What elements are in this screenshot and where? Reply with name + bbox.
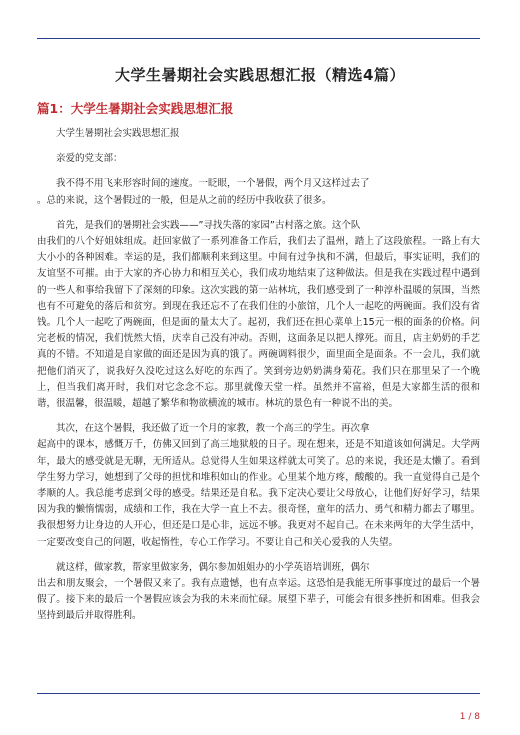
paragraph-2-body: 由我们的八个好姐妹组成。赶回家做了一系列准备工作后，我们去了温州，踏上了这段旅程。一路上有大大小小的各种困难。幸运的是，我们都顺利来到这里。中间有过争执和不满，但最后，事实证明，我们的友谊坚不可摧。由于大家的齐心协力和相互关心，我们成功地结束了这种做法。但是我在实践过程中遇到的一些人和事给我留下了深刻的印象。这次实践的第一站林坑，我们感受到了一种淳朴温暖的氛围，当然也有不可避免的落后和贫穷。到现在我还忘不了在我们住的小旅馆，几个人一起吃的两碗面。我们没有省钱。几个人一起吃了两碗面，但是面的量太大了。起初，我们还在担心菜单上15元一根的面条的价格。问完老板的情况，我们恍然大悟，庆幸自己没有冲动。否则，这面条足以把人撑死。而且，店主奶奶的手艺真的不错。不知道是自家做的面还是因为真的饿了。两碗调料很少，面里面全是面条。不一会儿，我们就把他们消灭了，说我好久没吃过这么好吃的东西了。笑到旁边奶奶满身菊花。我们只在那里呆了一个晚上，但当我们离开时，我们对它念念不忘。那里就像天堂一样。虽然并不富裕，但是大家都生活的很和谐，很温馨，很温暖，超越了繁华和物欲横流的城市。林坑的景色有一种说不出的美。 (37, 236, 480, 410)
salutation: 亲爱的党支部： (56, 153, 123, 165)
paragraph-2 (37, 218, 480, 412)
paragraph-4-body: 出去和朋友聚会，一个暑假又来了。我有点遗憾，也有点幸运。这恐怕是我能无所事事度过的最后一个暑假了。接下来的最后一个暑假应该会为我的未来而忙碌。展望下辈子，可能会有很多挫折和困难。但我会坚持到最后并取得胜利。 (37, 578, 480, 622)
section-heading: 篇1：大学生暑期社会实践思想汇报 (37, 101, 234, 116)
document-title: 大学生暑期社会实践思想汇报（精选4篇） (115, 66, 405, 84)
paragraph-1-first-line: 我不得不用飞来形容时间的速度。一眨眼，一个暑假，两个月又这样过去了 (56, 178, 370, 190)
paragraph-1-body: 。总的来说，这个暑假过的一般，但是从之前的经历中我收获了很多。 (37, 194, 332, 206)
footer-rule (37, 693, 480, 694)
paragraph-3 (37, 421, 480, 551)
page-indicator: 1 / 8 (459, 712, 480, 722)
paragraph-1 (37, 176, 480, 208)
paragraph-4 (37, 560, 480, 625)
document-body (37, 126, 480, 625)
paragraph-3-body: 起高中的课本，感慨万千，仿佛又回到了高三地狱般的日子。现在想来，还是不知道该如何满足。大学两年，最大的感受就是无聊，无所适从。总觉得人生如果这样就太可笑了。总的来说，我还是太懒了。看到学生努力学习，她想到了父母的担忧和堆积如山的作业。心里某个地方疼，酸酸的。我一直觉得自己是个孝顺的人。我总能考虑到父母的感受。结果还是自私。我下定决心要让父母放心，让他们好好学习，结果因为我的懒惰懦弱，成绩和工作，我在大学一直上不去。很奇怪，童年的活力、勇气和精力都去了哪里。我很想努力让身边的人开心，但还是口是心非，远远不够。我更对不起自己。在未来两年的大学生活中，一定要改变自己的问题，收起惰性，专心工作学习。不要让自己和关心爱我的人失望。 (37, 439, 480, 548)
paragraph-3-first-line: 其次，在这个暑假，我还做了近一个月的家教，教一个高三的学生。再次拿 (56, 423, 370, 435)
paragraph-2-first-line: 首先，是我们的暑期社会实践——”寻找失落的家园”古村落之旅。这个队 (56, 219, 361, 231)
paragraph-4-first-line: 就这样，做家教，帮家里做家务，偶尔参加姐姐办的小学英语培训班，偶尔 (56, 561, 370, 573)
report-subtitle: 大学生暑期社会实践思想汇报 (56, 128, 180, 139)
header-rule (37, 38, 480, 39)
